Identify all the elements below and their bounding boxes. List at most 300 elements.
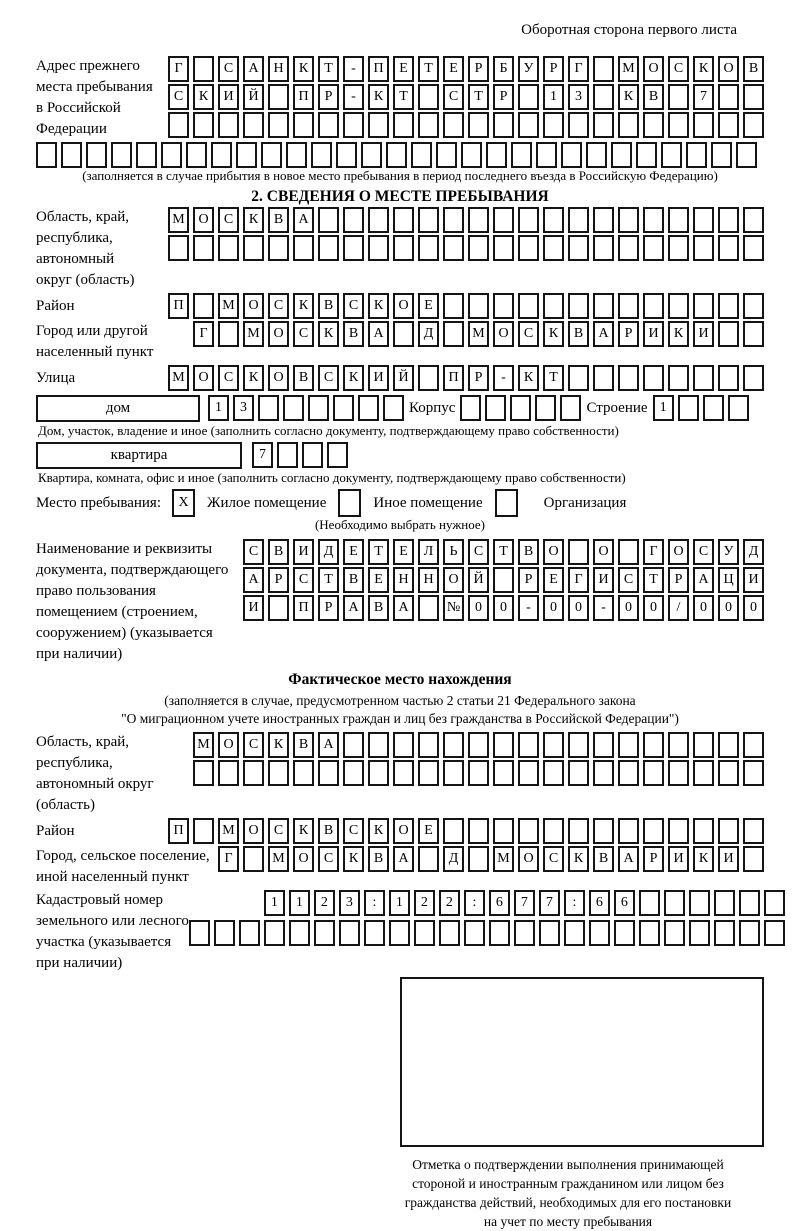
char-cell[interactable]: Г: [643, 539, 664, 565]
char-cell[interactable]: [614, 920, 635, 946]
char-cell[interactable]: С: [218, 56, 239, 82]
char-cell[interactable]: К: [343, 846, 364, 872]
char-cell[interactable]: С: [218, 365, 239, 391]
char-cell[interactable]: С: [218, 207, 239, 233]
char-cell[interactable]: П: [293, 84, 314, 110]
char-cell[interactable]: [639, 920, 660, 946]
char-cell[interactable]: [543, 112, 564, 138]
char-cell[interactable]: [739, 890, 760, 916]
char-cell[interactable]: [283, 395, 304, 421]
char-cell[interactable]: Г: [568, 567, 589, 593]
char-cell[interactable]: М: [243, 321, 264, 347]
char-cell[interactable]: [368, 760, 389, 786]
char-cell[interactable]: М: [168, 207, 189, 233]
char-cell[interactable]: Л: [418, 539, 439, 565]
char-cell[interactable]: [61, 142, 82, 168]
char-cell[interactable]: [711, 142, 732, 168]
char-cell[interactable]: К: [293, 56, 314, 82]
char-cell[interactable]: [193, 760, 214, 786]
char-cell[interactable]: 6: [489, 890, 510, 916]
char-cell[interactable]: [243, 235, 264, 261]
char-cell[interactable]: С: [543, 846, 564, 872]
stay-type-residential-checkbox[interactable]: X: [172, 489, 195, 517]
char-cell[interactable]: [743, 321, 764, 347]
char-cell[interactable]: М: [268, 846, 289, 872]
char-cell[interactable]: [568, 732, 589, 758]
char-cell[interactable]: [668, 732, 689, 758]
char-cell[interactable]: Р: [493, 84, 514, 110]
char-cell[interactable]: 0: [618, 595, 639, 621]
char-cell[interactable]: К: [518, 365, 539, 391]
char-cell[interactable]: [643, 365, 664, 391]
char-cell[interactable]: [743, 818, 764, 844]
char-cell[interactable]: [718, 207, 739, 233]
char-cell[interactable]: [693, 818, 714, 844]
char-cell[interactable]: [518, 84, 539, 110]
char-cell[interactable]: [593, 207, 614, 233]
char-cell[interactable]: И: [668, 846, 689, 872]
char-cell[interactable]: И: [593, 567, 614, 593]
char-cell[interactable]: 7: [693, 84, 714, 110]
char-cell[interactable]: Н: [393, 567, 414, 593]
char-cell[interactable]: Е: [393, 56, 414, 82]
char-cell[interactable]: Е: [543, 567, 564, 593]
char-cell[interactable]: [518, 207, 539, 233]
char-cell[interactable]: [493, 732, 514, 758]
char-cell[interactable]: [561, 142, 582, 168]
char-cell[interactable]: [460, 395, 481, 421]
char-cell[interactable]: [618, 293, 639, 319]
char-cell[interactable]: [386, 142, 407, 168]
char-cell[interactable]: Т: [493, 539, 514, 565]
char-cell[interactable]: М: [493, 846, 514, 872]
char-cell[interactable]: [536, 142, 557, 168]
char-cell[interactable]: О: [268, 365, 289, 391]
char-cell[interactable]: [468, 293, 489, 319]
char-cell[interactable]: Е: [393, 539, 414, 565]
char-cell[interactable]: [743, 235, 764, 261]
char-cell[interactable]: [543, 818, 564, 844]
char-cell[interactable]: А: [368, 321, 389, 347]
char-cell[interactable]: В: [593, 846, 614, 872]
char-cell[interactable]: Т: [643, 567, 664, 593]
char-cell[interactable]: [518, 112, 539, 138]
char-cell[interactable]: М: [218, 293, 239, 319]
char-cell[interactable]: Р: [643, 846, 664, 872]
char-cell[interactable]: [268, 112, 289, 138]
char-cell[interactable]: [586, 142, 607, 168]
char-cell[interactable]: [268, 84, 289, 110]
char-cell[interactable]: [539, 920, 560, 946]
char-cell[interactable]: О: [668, 539, 689, 565]
char-cell[interactable]: [383, 395, 404, 421]
char-cell[interactable]: О: [393, 293, 414, 319]
char-cell[interactable]: -: [343, 56, 364, 82]
char-cell[interactable]: Т: [543, 365, 564, 391]
char-cell[interactable]: [743, 84, 764, 110]
char-cell[interactable]: Д: [418, 321, 439, 347]
char-cell[interactable]: [393, 207, 414, 233]
char-cell[interactable]: [261, 142, 282, 168]
char-cell[interactable]: И: [743, 567, 764, 593]
char-cell[interactable]: [743, 207, 764, 233]
char-cell[interactable]: С: [343, 818, 364, 844]
char-cell[interactable]: 0: [493, 595, 514, 621]
char-cell[interactable]: [718, 112, 739, 138]
char-cell[interactable]: [468, 235, 489, 261]
char-cell[interactable]: [668, 207, 689, 233]
char-cell[interactable]: [643, 760, 664, 786]
char-cell[interactable]: Н: [418, 567, 439, 593]
char-cell[interactable]: [311, 142, 332, 168]
char-cell[interactable]: [568, 760, 589, 786]
char-cell[interactable]: 0: [543, 595, 564, 621]
char-cell[interactable]: [111, 142, 132, 168]
char-cell[interactable]: Е: [418, 293, 439, 319]
char-cell[interactable]: Б: [493, 56, 514, 82]
char-cell[interactable]: 0: [643, 595, 664, 621]
char-cell[interactable]: [564, 920, 585, 946]
char-cell[interactable]: [393, 235, 414, 261]
char-cell[interactable]: [511, 142, 532, 168]
char-cell[interactable]: [418, 207, 439, 233]
char-cell[interactable]: [568, 818, 589, 844]
char-cell[interactable]: [468, 732, 489, 758]
char-cell[interactable]: [443, 207, 464, 233]
char-cell[interactable]: У: [718, 539, 739, 565]
char-cell[interactable]: [258, 395, 279, 421]
char-cell[interactable]: Д: [318, 539, 339, 565]
char-cell[interactable]: О: [393, 818, 414, 844]
char-cell[interactable]: -: [493, 365, 514, 391]
char-cell[interactable]: [668, 293, 689, 319]
char-cell[interactable]: Г: [168, 56, 189, 82]
char-cell[interactable]: О: [243, 818, 264, 844]
char-cell[interactable]: [293, 760, 314, 786]
char-cell[interactable]: [218, 235, 239, 261]
char-cell[interactable]: К: [368, 293, 389, 319]
char-cell[interactable]: [568, 112, 589, 138]
char-cell[interactable]: [161, 142, 182, 168]
char-cell[interactable]: [418, 760, 439, 786]
char-cell[interactable]: [136, 142, 157, 168]
char-cell[interactable]: П: [168, 293, 189, 319]
char-cell[interactable]: [443, 235, 464, 261]
char-cell[interactable]: Г: [218, 846, 239, 872]
char-cell[interactable]: [468, 760, 489, 786]
char-cell[interactable]: [418, 846, 439, 872]
char-cell[interactable]: [36, 142, 57, 168]
char-cell[interactable]: Т: [393, 84, 414, 110]
char-cell[interactable]: А: [393, 595, 414, 621]
char-cell[interactable]: [468, 207, 489, 233]
char-cell[interactable]: [339, 920, 360, 946]
char-cell[interactable]: К: [618, 84, 639, 110]
char-cell[interactable]: [568, 235, 589, 261]
char-cell[interactable]: К: [243, 365, 264, 391]
char-cell[interactable]: [443, 112, 464, 138]
char-cell[interactable]: [468, 846, 489, 872]
char-cell[interactable]: [593, 293, 614, 319]
char-cell[interactable]: [368, 207, 389, 233]
char-cell[interactable]: [535, 395, 556, 421]
char-cell[interactable]: [443, 293, 464, 319]
char-cell[interactable]: [668, 365, 689, 391]
char-cell[interactable]: С: [693, 539, 714, 565]
char-cell[interactable]: [728, 395, 749, 421]
char-cell[interactable]: 2: [414, 890, 435, 916]
char-cell[interactable]: В: [743, 56, 764, 82]
char-cell[interactable]: 0: [718, 595, 739, 621]
char-cell[interactable]: [718, 732, 739, 758]
char-cell[interactable]: [743, 112, 764, 138]
char-cell[interactable]: [418, 112, 439, 138]
char-cell[interactable]: В: [643, 84, 664, 110]
char-cell[interactable]: К: [368, 84, 389, 110]
char-cell[interactable]: [436, 142, 457, 168]
char-cell[interactable]: [193, 818, 214, 844]
char-cell[interactable]: К: [693, 846, 714, 872]
char-cell[interactable]: [618, 207, 639, 233]
char-cell[interactable]: О: [643, 56, 664, 82]
char-cell[interactable]: Й: [468, 567, 489, 593]
char-cell[interactable]: [693, 207, 714, 233]
char-cell[interactable]: [293, 235, 314, 261]
char-cell[interactable]: [464, 920, 485, 946]
char-cell[interactable]: 1: [389, 890, 410, 916]
char-cell[interactable]: [693, 732, 714, 758]
char-cell[interactable]: О: [293, 846, 314, 872]
char-cell[interactable]: [718, 321, 739, 347]
char-cell[interactable]: К: [668, 321, 689, 347]
char-cell[interactable]: [443, 321, 464, 347]
char-cell[interactable]: И: [368, 365, 389, 391]
char-cell[interactable]: [543, 760, 564, 786]
char-cell[interactable]: [718, 235, 739, 261]
char-cell[interactable]: [611, 142, 632, 168]
char-cell[interactable]: О: [493, 321, 514, 347]
char-cell[interactable]: 0: [743, 595, 764, 621]
char-cell[interactable]: [368, 112, 389, 138]
char-cell[interactable]: [493, 235, 514, 261]
char-cell[interactable]: [268, 595, 289, 621]
char-cell[interactable]: Р: [668, 567, 689, 593]
char-cell[interactable]: М: [218, 818, 239, 844]
char-cell[interactable]: О: [518, 846, 539, 872]
char-cell[interactable]: [686, 142, 707, 168]
char-cell[interactable]: [289, 920, 310, 946]
char-cell[interactable]: [302, 442, 323, 468]
char-cell[interactable]: П: [443, 365, 464, 391]
char-cell[interactable]: Р: [318, 84, 339, 110]
char-cell[interactable]: [643, 207, 664, 233]
char-cell[interactable]: [364, 920, 385, 946]
char-cell[interactable]: [593, 235, 614, 261]
char-cell[interactable]: [593, 84, 614, 110]
char-cell[interactable]: [593, 760, 614, 786]
char-cell[interactable]: [643, 732, 664, 758]
char-cell[interactable]: [468, 818, 489, 844]
char-cell[interactable]: [393, 760, 414, 786]
char-cell[interactable]: В: [268, 539, 289, 565]
char-cell[interactable]: Т: [368, 539, 389, 565]
char-cell[interactable]: [518, 760, 539, 786]
char-cell[interactable]: [510, 395, 531, 421]
char-cell[interactable]: [568, 539, 589, 565]
char-cell[interactable]: С: [668, 56, 689, 82]
char-cell[interactable]: [489, 920, 510, 946]
char-cell[interactable]: [714, 890, 735, 916]
char-cell[interactable]: Й: [243, 84, 264, 110]
char-cell[interactable]: О: [193, 207, 214, 233]
char-cell[interactable]: К: [543, 321, 564, 347]
char-cell[interactable]: [593, 732, 614, 758]
char-cell[interactable]: [368, 235, 389, 261]
char-cell[interactable]: [168, 235, 189, 261]
char-cell[interactable]: [485, 395, 506, 421]
char-cell[interactable]: 0: [468, 595, 489, 621]
char-cell[interactable]: 3: [233, 395, 254, 421]
char-cell[interactable]: [643, 818, 664, 844]
char-cell[interactable]: [593, 56, 614, 82]
char-cell[interactable]: В: [368, 595, 389, 621]
char-cell[interactable]: :: [564, 890, 585, 916]
char-cell[interactable]: А: [693, 567, 714, 593]
char-cell[interactable]: К: [693, 56, 714, 82]
char-cell[interactable]: И: [693, 321, 714, 347]
char-cell[interactable]: К: [368, 818, 389, 844]
char-cell[interactable]: [668, 84, 689, 110]
char-cell[interactable]: [661, 142, 682, 168]
char-cell[interactable]: Д: [743, 539, 764, 565]
char-cell[interactable]: А: [593, 321, 614, 347]
char-cell[interactable]: [518, 235, 539, 261]
char-cell[interactable]: 7: [252, 442, 273, 468]
char-cell[interactable]: 2: [314, 890, 335, 916]
char-cell[interactable]: 0: [568, 595, 589, 621]
char-cell[interactable]: [211, 142, 232, 168]
char-cell[interactable]: [618, 818, 639, 844]
char-cell[interactable]: [314, 920, 335, 946]
char-cell[interactable]: С: [443, 84, 464, 110]
char-cell[interactable]: [668, 760, 689, 786]
char-cell[interactable]: [343, 235, 364, 261]
char-cell[interactable]: [418, 235, 439, 261]
char-cell[interactable]: [418, 732, 439, 758]
char-cell[interactable]: С: [318, 846, 339, 872]
char-cell[interactable]: :: [464, 890, 485, 916]
char-cell[interactable]: [439, 920, 460, 946]
char-cell[interactable]: П: [293, 595, 314, 621]
char-cell[interactable]: [186, 142, 207, 168]
char-cell[interactable]: О: [243, 293, 264, 319]
char-cell[interactable]: -: [518, 595, 539, 621]
char-cell[interactable]: [636, 142, 657, 168]
char-cell[interactable]: Р: [543, 56, 564, 82]
char-cell[interactable]: А: [293, 207, 314, 233]
char-cell[interactable]: О: [718, 56, 739, 82]
char-cell[interactable]: 7: [539, 890, 560, 916]
char-cell[interactable]: [693, 760, 714, 786]
char-cell[interactable]: 0: [693, 595, 714, 621]
char-cell[interactable]: С: [293, 567, 314, 593]
char-cell[interactable]: [193, 293, 214, 319]
char-cell[interactable]: [189, 920, 210, 946]
char-cell[interactable]: 6: [589, 890, 610, 916]
char-cell[interactable]: [343, 112, 364, 138]
char-cell[interactable]: [168, 112, 189, 138]
char-cell[interactable]: [308, 395, 329, 421]
char-cell[interactable]: [358, 395, 379, 421]
char-cell[interactable]: [343, 732, 364, 758]
char-cell[interactable]: [411, 142, 432, 168]
char-cell[interactable]: [218, 112, 239, 138]
char-cell[interactable]: [193, 56, 214, 82]
char-cell[interactable]: [668, 112, 689, 138]
char-cell[interactable]: [739, 920, 760, 946]
char-cell[interactable]: [443, 818, 464, 844]
char-cell[interactable]: [543, 293, 564, 319]
char-cell[interactable]: К: [293, 293, 314, 319]
char-cell[interactable]: Г: [193, 321, 214, 347]
char-cell[interactable]: [218, 321, 239, 347]
char-cell[interactable]: [743, 732, 764, 758]
char-cell[interactable]: 3: [339, 890, 360, 916]
char-cell[interactable]: В: [343, 567, 364, 593]
char-cell[interactable]: 1: [208, 395, 229, 421]
char-cell[interactable]: [414, 920, 435, 946]
char-cell[interactable]: А: [243, 56, 264, 82]
char-cell[interactable]: [643, 112, 664, 138]
char-cell[interactable]: [493, 207, 514, 233]
char-cell[interactable]: С: [618, 567, 639, 593]
char-cell[interactable]: К: [193, 84, 214, 110]
char-cell[interactable]: Т: [318, 56, 339, 82]
char-cell[interactable]: -: [593, 595, 614, 621]
char-cell[interactable]: 7: [514, 890, 535, 916]
char-cell[interactable]: И: [218, 84, 239, 110]
char-cell[interactable]: [318, 112, 339, 138]
char-cell[interactable]: [560, 395, 581, 421]
char-cell[interactable]: [461, 142, 482, 168]
char-cell[interactable]: В: [293, 365, 314, 391]
char-cell[interactable]: К: [293, 818, 314, 844]
stay-type-organization-checkbox[interactable]: [495, 489, 518, 517]
char-cell[interactable]: В: [268, 207, 289, 233]
char-cell[interactable]: [268, 760, 289, 786]
char-cell[interactable]: Е: [368, 567, 389, 593]
char-cell[interactable]: П: [168, 818, 189, 844]
char-cell[interactable]: [418, 365, 439, 391]
char-cell[interactable]: [318, 235, 339, 261]
char-cell[interactable]: [664, 920, 685, 946]
char-cell[interactable]: [714, 920, 735, 946]
char-cell[interactable]: [218, 760, 239, 786]
char-cell[interactable]: Е: [443, 56, 464, 82]
char-cell[interactable]: [318, 760, 339, 786]
char-cell[interactable]: У: [518, 56, 539, 82]
char-cell[interactable]: [693, 235, 714, 261]
char-cell[interactable]: С: [343, 293, 364, 319]
char-cell[interactable]: С: [268, 818, 289, 844]
char-cell[interactable]: А: [243, 567, 264, 593]
char-cell[interactable]: [468, 112, 489, 138]
char-cell[interactable]: [336, 142, 357, 168]
char-cell[interactable]: К: [243, 207, 264, 233]
char-cell[interactable]: К: [568, 846, 589, 872]
char-cell[interactable]: А: [618, 846, 639, 872]
char-cell[interactable]: [618, 365, 639, 391]
